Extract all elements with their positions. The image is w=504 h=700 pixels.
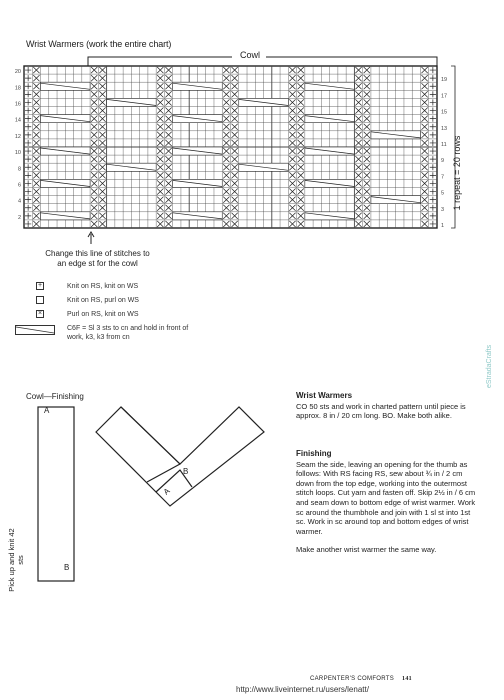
plus-box-icon: + xyxy=(37,282,43,289)
x-box-icon: × xyxy=(37,310,43,317)
row-number-left: 12 xyxy=(14,133,21,140)
row-number-left: 4 xyxy=(17,198,21,205)
cowl-label: Cowl xyxy=(240,50,261,60)
row-number-right: 15 xyxy=(441,109,448,116)
running-head: CARPENTER'S COMFORTS xyxy=(310,676,395,682)
label-a: A xyxy=(161,486,172,497)
row-number-left: 16 xyxy=(14,101,21,108)
section-heading: Finishing xyxy=(296,449,332,458)
side-watermark: eStradaCrafts xyxy=(486,344,493,388)
row-number-left: 20 xyxy=(14,69,21,76)
label-b: B xyxy=(183,467,189,476)
repeat-label: 1 repeat = 20 rows xyxy=(452,135,462,211)
row-number-left: 6 xyxy=(17,182,21,189)
watermark-url: http://www.liveinternet.ru/users/lenatt/ xyxy=(236,685,369,694)
wrist-warmers-section xyxy=(296,391,481,421)
page-footer xyxy=(310,676,412,682)
section-body: Seam the side, leaving an opening for the thumb as follows: With RS facing RS, sew about ¾ in / 2 cm down from the top edge, working into the outermost stitch loops. Cut yarn and fasten off. Skip 2½ in / 6 cm and seam down to bottom edge of wrist warmer. Work sc around the thumbhole and join with 1 sl st into 1st sc. Work in sc around top and bottom edges of wrist warmer. xyxy=(296,459,476,536)
row-number-right: 11 xyxy=(441,142,447,148)
row-number-right: 5 xyxy=(441,190,445,197)
row-number-left: 14 xyxy=(14,117,21,124)
page-number: 141 xyxy=(402,676,412,682)
chart-title: Wrist Warmers (work the entire chart) xyxy=(26,39,172,49)
pickup-label: Pick up and knit 42 sts xyxy=(7,528,25,592)
row-number-right: 1 xyxy=(441,223,445,229)
row-number-right: 9 xyxy=(441,158,445,165)
row-number-right: 13 xyxy=(441,125,448,132)
row-number-right: 7 xyxy=(441,174,445,181)
row-number-left: 8 xyxy=(17,166,21,173)
row-number-right: 17 xyxy=(441,93,448,100)
finishing-section xyxy=(296,449,481,555)
row-number-right: 19 xyxy=(441,77,448,84)
row-number-left: 10 xyxy=(14,150,21,157)
section-closing: Make another wrist warmer the same way. xyxy=(296,545,437,555)
label-b: B xyxy=(64,563,70,572)
row-number-left: 2 xyxy=(17,214,21,221)
row-number-left: 18 xyxy=(14,85,21,92)
section-heading: Wrist Warmers xyxy=(296,391,353,400)
chart-annotation: Change this line of stitches to an edge st for the cowl xyxy=(45,249,150,268)
label-a: A xyxy=(44,406,50,415)
row-number-right: 3 xyxy=(441,206,445,213)
section-body: CO 50 sts and work in charted pattern until piece is approx. 8 in / 20 cm long. BO. Make both alike. xyxy=(296,401,466,421)
cowl-finishing-title: Cowl—Finishing xyxy=(26,392,84,401)
